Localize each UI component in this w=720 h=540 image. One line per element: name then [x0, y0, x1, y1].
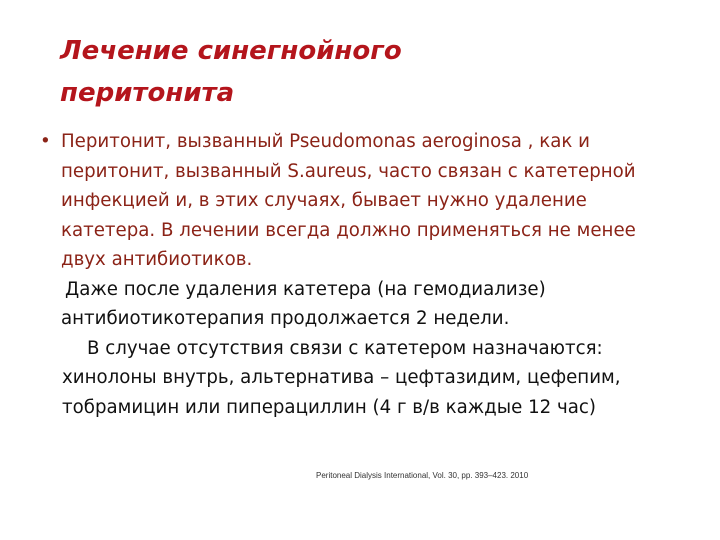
slide-title [60, 30, 660, 114]
slide-title-line-1: Лечение синегнойного [60, 36, 402, 66]
paragraph-3-line-3: тобрамицин или пиперациллин (4 г в/в каждые 12 час) [62, 396, 596, 418]
paragraph-1-line-3: инфекцией и, в этих случаях, бывает нужно удаление [61, 190, 587, 211]
paragraph-1-line-1: Перитонит, вызванный Pseudomonas aeroginosa , как и [61, 131, 590, 152]
paragraph-1-line-4: катетера. В лечении всегда должно применяться не менее [61, 219, 636, 241]
slide-title-line-2: перитонита [60, 78, 235, 108]
paragraph-2-line-2: антибиотикотерапия продолжается 2 недели. [61, 308, 510, 329]
paragraph-2-line-1: Даже после удаления катетера (на гемодиализе) [65, 278, 546, 300]
bullet-icon: • [40, 131, 51, 152]
paragraph-1 [40, 127, 690, 275]
paragraph-2 [40, 275, 690, 334]
paragraph-1-line-2: перитонит, вызванный S.aureus, часто связан с катетерной [61, 160, 636, 182]
paragraph-3-line-1: В случае отсутствия связи с катетером назначаются: [87, 337, 603, 359]
slide-body [40, 127, 690, 422]
paragraph-1-line-5: двух антибиотиков. [61, 249, 253, 270]
paragraph-3 [40, 334, 690, 423]
citation: Peritoneal Dialysis International, Vol. 30, pp. 393–423. 2010 [316, 471, 529, 480]
paragraph-3-line-2: хинолоны внутрь, альтернатива – цефтазидим, цефепим, [62, 367, 621, 388]
